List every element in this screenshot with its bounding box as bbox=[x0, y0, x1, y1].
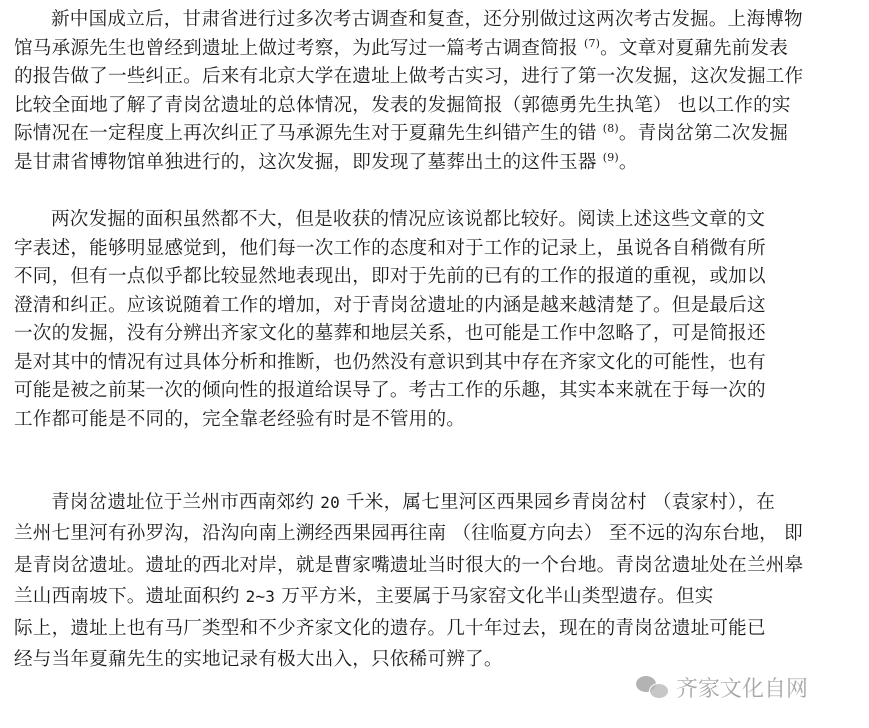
paragraph-3 bbox=[14, 487, 862, 675]
text-span: 青岗岔遗址位于兰州市西南郊约 bbox=[51, 492, 321, 513]
area-value: 2~3 bbox=[245, 587, 276, 607]
text-span: 。文章对夏鼐先前发表 bbox=[600, 37, 789, 59]
distance-value: 20 bbox=[320, 493, 340, 512]
text-line: 是对其中的情况有过具体分析和推断，也仍然没有意识到其中存在齐家文化的可能性，也有 bbox=[14, 351, 766, 373]
text-line: 工作都可能是不同的，完全靠老经验有时是不管用的。 bbox=[14, 408, 466, 430]
text-line: 兰州七里河有孙罗沟，沿沟向南上溯经西果园再往南 （往临夏方向去） 至不远的沟东台地， 即 bbox=[14, 523, 803, 545]
text-line bbox=[14, 120, 862, 149]
text-line bbox=[14, 92, 862, 121]
text-line bbox=[14, 35, 862, 64]
text-span: 馆马承源先生也曾经到遗址上做过考察，为此写过一篇考古调查简报 bbox=[14, 37, 578, 59]
footnote-ref-8: (8) bbox=[602, 122, 619, 135]
text-line: 字表述，能够明显感觉到，他们每一次工作的态度和对于工作的记录上，虽说各自稍微有所 bbox=[14, 237, 766, 259]
text-line: 澄清和纠正。应该说随着工作的增加，对于青岗岔遗址的内涵是越来越清楚了。但是最后这 bbox=[14, 294, 766, 316]
text-line: 际上，遗址上也有马厂类型和不少齐家文化的遗存。几十年过去，现在的青岗岔遗址可能已 bbox=[14, 617, 766, 639]
text-line bbox=[14, 6, 862, 35]
text-span: 新中国成立后，甘肃省进行过多次考古调查和复查，还分别做过这两次考古发掘。上海博物 bbox=[51, 9, 803, 30]
text-line bbox=[14, 149, 862, 178]
text-span: 千米，属七里河区西果园乡青岗岔村 （袁家村），在 bbox=[339, 492, 776, 513]
text-line: 经与当年夏鼐先生的实地记录有极大出入，只依稀可辨了。 bbox=[14, 648, 503, 670]
text-line: 可能是被之前某一次的倾向性的报道给误导了。考古工作的乐趣，其实本来就在于每一次的 bbox=[14, 380, 766, 401]
footnote-ref-9: (9) bbox=[602, 150, 619, 164]
text-span: 。 bbox=[618, 151, 638, 173]
text-span: 。青岗岔第二次发掘 bbox=[618, 123, 789, 144]
text-line: 不同，但有一点似乎都比较显然地表现出，即对于先前的已有的工作的报道的重视，或加以 bbox=[14, 266, 766, 287]
watermark-text: 齐家文化自网 bbox=[676, 676, 809, 702]
text-line bbox=[14, 581, 862, 612]
paragraph-2 bbox=[14, 206, 862, 434]
text-span: 万平方米，主要属于马家窑文化半山类型遗存。但实 bbox=[275, 586, 714, 608]
text-line bbox=[14, 63, 862, 92]
paragraph-1 bbox=[14, 6, 862, 177]
text-span: 是甘肃省博物馆单独进行的，这次发掘，即发现了墓葬出土的这件玉器 bbox=[14, 151, 597, 173]
text-span: 际情况在一定程度上再次纠正了马承源先生对于夏鼐先生纠错产生的错 bbox=[14, 123, 597, 144]
text-line: 两次发掘的面积虽然都不大，但是收获的情况应该说都比较好。阅读上述这些文章的文 bbox=[51, 209, 766, 230]
text-line: 是青岗岔遗址。遗址的西北对岸，就是曹家嘴遗址当时很大的一个台地。青岗岔遗址处在兰州皋 bbox=[14, 554, 804, 576]
footnote-ref-7: (7) bbox=[583, 36, 601, 50]
text-span: 的报告做了一些纠正。后来有北京大学在遗址上做考古实习，进行了第一次发掘，这次发掘工作 bbox=[14, 66, 804, 87]
wechat-icon bbox=[636, 674, 668, 700]
text-line bbox=[14, 487, 862, 518]
text-line: 一次的发掘，没有分辨出齐家文化的墓葬和地层关系，也可能是工作中忽略了，可是简报还 bbox=[14, 323, 766, 344]
text-span: 兰山西南坡下。遗址面积约 bbox=[14, 586, 246, 608]
text-span: 比较全面地了解了青岗岔遗址的总体情况，发表的发掘简报（郭德勇先生执笔） 也以工作的实 bbox=[14, 94, 791, 116]
